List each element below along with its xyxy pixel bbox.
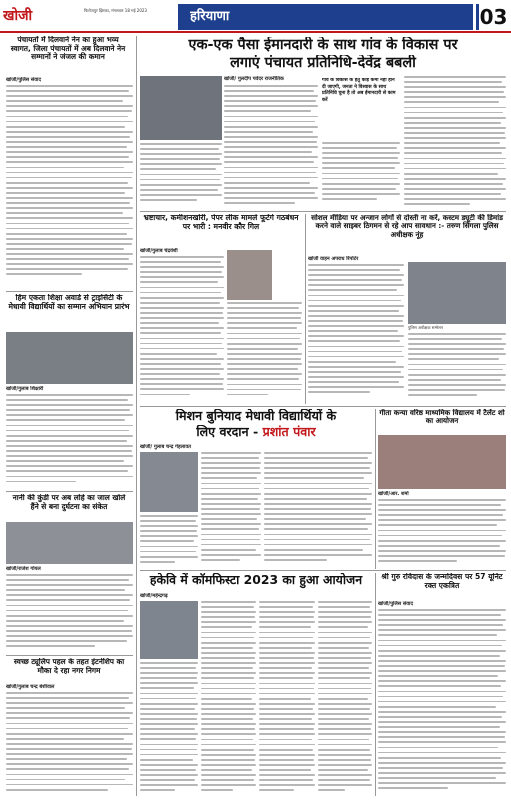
conference-body-col3 bbox=[318, 601, 372, 796]
column-divider bbox=[6, 655, 133, 656]
edu-photo bbox=[6, 332, 133, 384]
conference-body-col1 bbox=[201, 601, 256, 796]
sp-body-col2 bbox=[408, 333, 506, 404]
lead-body-col2 bbox=[224, 85, 318, 209]
ravidas-body bbox=[378, 609, 506, 796]
ravidas-headline: श्री गुरु रविदास के जन्मदिवस पर 57 यूनिट रक्त एकत्रित bbox=[381, 573, 503, 590]
panchayat-body bbox=[6, 85, 133, 290]
newspaper-logo: खोजी bbox=[3, 8, 33, 24]
panchayat-byline: खोजी/पुलिस संवाद bbox=[6, 77, 41, 83]
corruption-byline: खोजी/गुलाब चंद्रवंशी bbox=[140, 248, 178, 254]
conference-body-col0 bbox=[140, 662, 198, 796]
edu-body bbox=[6, 394, 133, 488]
lead-byline: खोजी/ गुलदीप पवेंदर राजनीतिक bbox=[224, 76, 284, 82]
mission-photo bbox=[140, 452, 198, 512]
conference-headline: हकेवि में कॉमफिस्टा 2023 का हुआ आयोजन bbox=[149, 573, 363, 587]
clean-byline: खोजी/गुलाब चन्द्र बंशीवाल bbox=[6, 684, 55, 690]
column-separator bbox=[375, 573, 376, 796]
clean-headline: स्वच्छ ट्यूलिप पहल के तहत इंटर्नशिप का मौका दे रहा नगर निगम bbox=[13, 658, 125, 675]
mission-byline: खोजी/ गुलाब चन्द्र गेहलावत bbox=[140, 444, 191, 450]
column-divider bbox=[6, 491, 133, 492]
mission-subheadline bbox=[140, 425, 372, 441]
page-number: 03 bbox=[476, 4, 508, 30]
lead-headline: एक-एक पैसा ईमानदारी के साथ गांव के विकास पर bbox=[188, 37, 458, 53]
sp-photo-caption: पुलिस अधीक्षक सम्मेलन bbox=[408, 325, 443, 330]
accident-photo bbox=[6, 522, 133, 564]
sp-body-col1 bbox=[308, 264, 404, 404]
mission-body-col0 bbox=[140, 515, 198, 567]
mission-body-col2 bbox=[264, 452, 372, 567]
mission-body-col1 bbox=[201, 452, 261, 567]
masthead-divider bbox=[0, 31, 511, 33]
mission-subheadline-name: प्रशांत पंवार bbox=[262, 425, 316, 439]
sp-byline: खोजी वाहन अपराध रिपोर्टर bbox=[308, 256, 359, 262]
column-divider bbox=[6, 291, 133, 292]
mission-headline: मिशन बुनियाद मेधावी विद्यार्थियों के bbox=[175, 409, 337, 423]
mission-subheadline-text: लिए वरदान - bbox=[196, 425, 259, 439]
sp-headline: सोशल मीडिया पर अन्जान लोगों से दोस्ती ना करें, कस्टम ड्यूटी की डिमांड करने वाले साइबर ठिगमन से रहे आप सावधान :- तरुण सिंगला पुलिस अधीक्षक नूंह bbox=[311, 214, 503, 239]
corruption-photo bbox=[227, 250, 272, 300]
edu-byline: खोजी/गुलाब शिक्षारी bbox=[6, 386, 44, 392]
lead-body-col3 bbox=[322, 142, 400, 209]
column-separator bbox=[136, 36, 137, 796]
column-separator bbox=[375, 409, 376, 569]
school-byline: खोजी/आर. शर्मा bbox=[378, 491, 409, 497]
conference-photo bbox=[140, 601, 198, 659]
clean-body bbox=[6, 692, 133, 796]
section-divider bbox=[140, 570, 506, 571]
corruption-body-col2 bbox=[227, 302, 302, 404]
lead-photo bbox=[140, 76, 222, 140]
accident-byline: खोजी/राजेश गोयल bbox=[6, 566, 41, 572]
school-headline: गीता कन्या वरिष्ठ माध्यमिक विद्यालय में टैलेंट शो का आयोजन bbox=[379, 409, 505, 426]
sp-photo bbox=[408, 262, 506, 324]
lead-body-col4 bbox=[404, 76, 506, 209]
lead-pullquote: गांव के विकास के हेतु कोई कमी नहीं होने दी जाएगी, जनता ने विश्वास के साथ प्रतिनिधि चुना है तो अब ईमानदारी से काम करें bbox=[322, 78, 396, 103]
lead-body-col1 bbox=[140, 143, 222, 209]
conference-body-col2 bbox=[259, 601, 315, 796]
corruption-headline: भ्रष्टाचार, कमीशनखोरी, पेपर लीक मामले फूटेंगे गठबंधन पर भारी : मनवीर कौर गिल bbox=[143, 214, 299, 231]
column-separator bbox=[305, 214, 306, 404]
ravidas-byline: खोजी/पुलिस संवाद bbox=[378, 601, 413, 607]
school-body bbox=[378, 499, 506, 567]
section-divider bbox=[140, 211, 506, 212]
section-divider bbox=[140, 406, 506, 407]
section-title: हरियाणा bbox=[190, 9, 230, 24]
panchayat-headline: पंचायतों में दिलवाने नेन का हुआ भव्य स्वागत, जिला पंचायतों में अब दिलवाने नेन सम्मानों ने जंजल की कमान bbox=[10, 36, 126, 62]
accident-headline: नानी की कुंडी पर अब लोहे का जाल खोले हैंने से बना दुर्घटना का संकेत bbox=[12, 494, 126, 511]
conference-byline: खोजी/महेन्द्रगढ़ bbox=[140, 593, 168, 599]
lead-subheadline: लगाएं पंचायत प्रतिनिधि-देवेंद्र बबली bbox=[230, 55, 416, 71]
issue-meta: फिरोजपुर झिरका, मंगलवार 18 मई 2023 bbox=[84, 8, 147, 13]
accident-body bbox=[6, 574, 133, 653]
school-photo bbox=[378, 435, 506, 489]
edu-headline: हिम एकता शिक्षा अवार्ड से ट्राइसिटी के मेधावी विद्यार्थियों का सम्मान अभियान प्रारंभ bbox=[8, 294, 130, 311]
corruption-body-col1 bbox=[140, 256, 224, 404]
